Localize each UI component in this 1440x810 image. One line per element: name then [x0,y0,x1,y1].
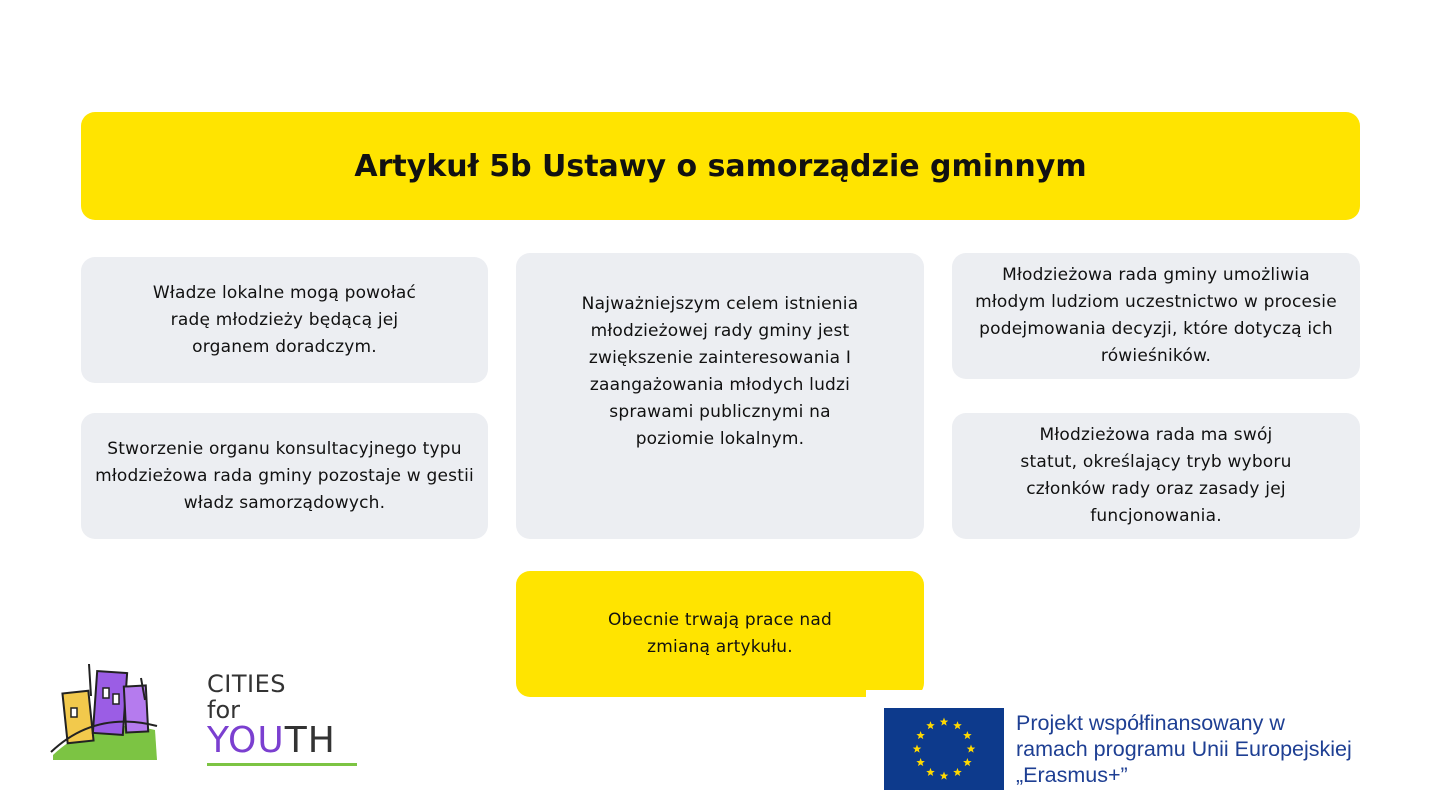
card-line: organem doradczym. [192,336,377,357]
card-line: Najważniejszym celem istnienia [581,294,859,314]
card-line: zaangażowania młodych ludzi [589,375,851,395]
card-line: zwiększenie zainteresowania I [588,348,852,368]
logo-text-youth [207,720,336,761]
cities-for-youth-logo [45,660,336,768]
card-line: funcjonowania. [1090,506,1222,526]
info-card-local-authorities [81,257,488,383]
logo-text-you: YOU [207,720,285,761]
card-line: radę młodzieży będącą jej [170,309,399,330]
card-line: zmianą artykułu. [647,637,793,657]
eu-star-icon [940,772,949,780]
card-line: Młodzieżowa rada gminy umożliwia [1002,265,1310,285]
eu-star-icon [913,745,922,753]
card-text [95,436,474,517]
eu-flag-icon [884,708,1004,790]
card-text [608,607,832,661]
card-line: Obecnie trwają prace nad [607,610,833,630]
logo-text-cities: CITIES [207,670,286,698]
eu-star-icon [967,745,976,753]
info-card-ongoing-work [516,571,924,697]
eu-text-line: Projekt współfinansowany w [1016,711,1285,735]
card-text [153,280,416,361]
card-line: podejmowania decyzji, które dotyczą ich [979,319,1333,339]
info-card-consultative-body [81,413,488,539]
eu-star-icon [953,721,962,729]
card-line: Władze lokalne mogą powołać [152,282,417,303]
eu-star-icon [953,768,962,776]
info-card-statute [952,413,1360,539]
eu-star-icon [940,718,949,726]
info-card-main-goal [516,253,924,539]
eu-star-icon [916,758,925,766]
card-line: członków rady oraz zasady jej [1026,479,1286,499]
city-skyline-icon [45,660,205,768]
card-line: statut, określający tryb wyboru [1020,452,1292,472]
logo-underline [207,763,357,766]
card-line: młodym ludziom uczestnictwo w procesie [975,292,1337,312]
eu-funding-block [866,690,1406,802]
card-line: poziomie lokalnym. [635,429,805,449]
card-line: Stworzenie organu konsultacyjnego typu [107,438,462,459]
eu-star-icon [916,731,925,739]
info-card-participation [952,253,1360,379]
page-title [81,112,1360,220]
eu-star-icon [963,758,972,766]
card-line: Młodzieżowa rada ma swój [1039,425,1273,445]
eu-star-icon [926,768,935,776]
card-line: sprawami publicznymi na [609,402,831,422]
card-line: rówieśników. [1100,346,1212,366]
eu-text-line: ramach programu Unii Europejskiej [1016,737,1352,761]
card-text [582,291,859,453]
card-text [1020,422,1291,530]
eu-text-line: „Erasmus+” [1016,763,1128,787]
page-title-text: Artykuł 5b Ustawy o samorządzie gminnym [354,148,1087,184]
card-text [975,262,1337,370]
logo-text-th: TH [284,720,336,761]
card-line: władz samorządowych. [183,492,386,513]
eu-stars-icon [884,708,1004,790]
eu-star-icon [963,731,972,739]
logo-text-for: for [207,696,240,724]
eu-star-icon [926,721,935,729]
eu-funding-text [1016,710,1406,788]
card-line: młodzieżowej rady gminy jest [590,321,850,341]
card-line: młodzieżowa rada gminy pozostaje w gestii [95,465,474,486]
